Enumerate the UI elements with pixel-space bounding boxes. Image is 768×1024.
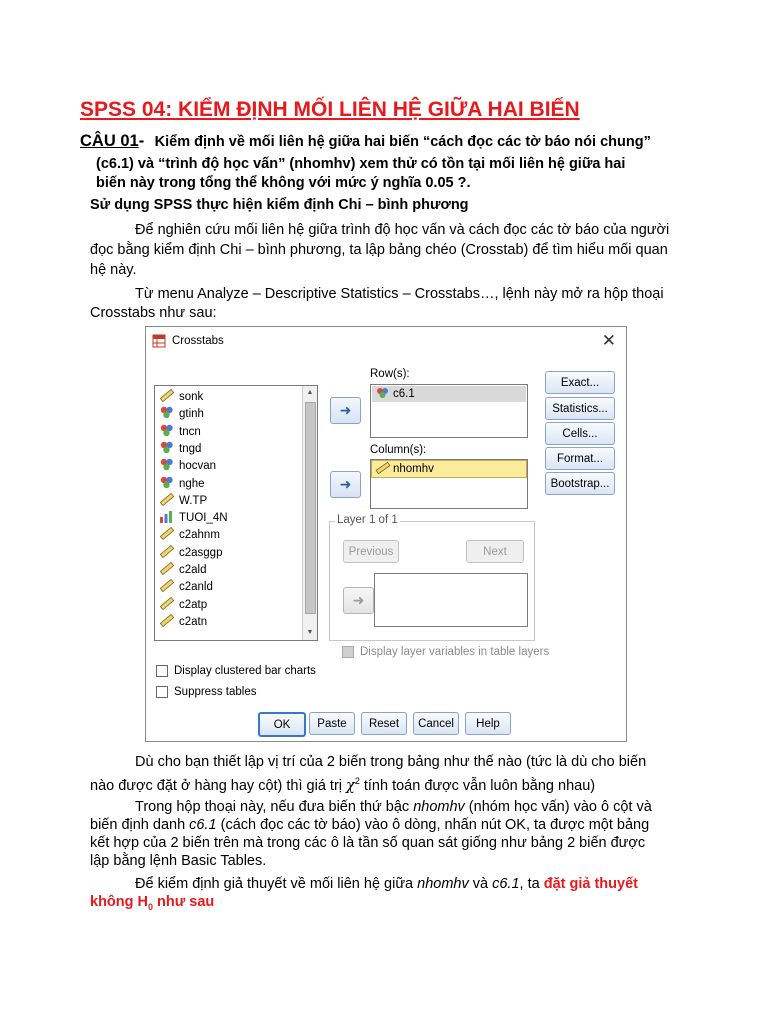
move-to-columns-button[interactable] (330, 471, 361, 498)
move-to-layer-button[interactable] (343, 587, 374, 614)
columns-item-label: nhomhv (393, 463, 434, 475)
checkbox[interactable] (156, 665, 168, 677)
layer-box[interactable] (374, 573, 528, 627)
ruler-icon (159, 389, 175, 402)
para4-line3: kết hợp của 2 biến trên mà trong các ô là tần số quan sát giống như bảng 2 biến được (90, 835, 646, 851)
variable-name: tngd (179, 442, 202, 455)
para4-var-nhomhv: nhomhv (413, 799, 465, 815)
variable-name: nghe (179, 477, 205, 490)
nominal-icon (159, 441, 175, 454)
hypothesis-subscript: 0 (148, 901, 154, 912)
para4-text-d: (cách đọc các tờ báo) vào ô dòng, nhấn nút OK, ta được một bảng (216, 817, 650, 833)
variable-list-item[interactable] (159, 476, 205, 493)
para4-line2 (90, 815, 649, 835)
variable-list-item[interactable] (159, 545, 222, 562)
para4-text-b: (nhóm học vấn) vào ô cột và (464, 799, 652, 815)
para2-line2: Crosstabs như sau: (90, 305, 217, 321)
statistics-button[interactable]: Statistics... (545, 397, 615, 420)
paste-button[interactable]: Paste (309, 712, 355, 735)
variable-name: c2asggp (179, 546, 223, 559)
variable-list-scrollbar[interactable] (302, 386, 317, 640)
ruler-icon (375, 462, 391, 474)
layer-label: Layer 1 of 1 (337, 514, 398, 526)
crosstabs-dialog (145, 326, 627, 742)
nominal-icon (159, 476, 175, 489)
para3-line2 (90, 771, 595, 796)
display-clustered-label: Display clustered bar charts (174, 665, 316, 677)
variable-list-item[interactable] (159, 424, 201, 441)
variable-name: c2atp (179, 598, 208, 611)
variable-list-item[interactable] (159, 441, 201, 458)
para1-line2: đọc bằng kiểm định Chi – bình phương, ta lập bảng chéo (Crosstab) để tìm hiểu mối quan (90, 242, 668, 258)
para1-line3: hệ này. (90, 262, 137, 278)
move-to-rows-button[interactable] (330, 397, 361, 424)
crosstabs-app-icon (152, 334, 166, 348)
para5-text-b: và (468, 876, 493, 892)
reset-button[interactable]: Reset (361, 712, 407, 735)
variable-list-item[interactable] (159, 389, 203, 406)
chi-symbol: χ (346, 777, 355, 794)
para3-text-b: tính toán được vẫn luôn bằng nhau) (359, 777, 596, 794)
exact-button[interactable]: Exact... (545, 371, 615, 394)
para5-text-a: Để kiểm định giả thuyết về mối liên hệ giữa (135, 876, 418, 892)
para5-line2 (90, 892, 214, 917)
para2-line1: Từ menu Analyze – Descriptive Statistics – Crosstabs…, lệnh này mở ra hộp thoại (135, 286, 664, 302)
para5-line1 (135, 874, 638, 894)
variable-list-item[interactable] (159, 597, 207, 614)
ruler-icon (159, 579, 175, 592)
question-text-3: biến này trong tổng thể không với mức ý nghĩa 0.05 ?. (96, 175, 471, 191)
rows-box[interactable] (370, 384, 528, 438)
hypothesis-h: không H (90, 894, 148, 910)
para5-red-text: đặt giả thuyết (543, 876, 638, 892)
ruler-icon (159, 562, 175, 575)
checkbox[interactable] (342, 646, 354, 658)
dialog-titlebar[interactable] (146, 327, 626, 357)
scroll-down-icon[interactable]: ▼ (306, 629, 314, 636)
question-label: CÂU 01 (80, 132, 139, 150)
dialog-title: Crosstabs (172, 335, 224, 347)
ruler-icon (159, 527, 175, 540)
scroll-up-icon[interactable]: ▲ (306, 389, 314, 396)
previous-button[interactable]: Previous (343, 540, 399, 563)
variable-name: sonk (179, 391, 204, 403)
chi-exponent: 2 (354, 776, 360, 786)
arrow-right-icon: ➜ (352, 592, 365, 608)
variable-list-item[interactable] (159, 493, 207, 510)
para5-var-c61: c6.1 (492, 876, 520, 892)
bootstrap-button[interactable]: Bootstrap... (545, 472, 615, 495)
nominal-icon (159, 406, 175, 419)
variable-name: c2anld (179, 581, 213, 594)
variable-name: c2ald (179, 564, 207, 576)
rows-item[interactable] (372, 386, 526, 402)
para4-text-a: Trong hộp thoại này, nếu đưa biến thứ bậc (135, 799, 414, 815)
columns-item[interactable] (371, 460, 527, 478)
nominal-icon (159, 458, 175, 471)
variable-list-item[interactable] (159, 579, 213, 596)
para3-line1: Dù cho bạn thiết lập vị trí của 2 biến trong bảng như thế nào (tức là dù cho biến (135, 754, 647, 770)
rows-item-label: c6.1 (393, 388, 415, 400)
display-clustered-checkbox[interactable] (156, 665, 316, 677)
variable-name: hocvan (179, 460, 217, 473)
variable-list-item[interactable] (159, 406, 204, 423)
display-layer-checkbox[interactable] (342, 646, 549, 658)
para4-line1 (135, 797, 652, 817)
question-text-1: Kiểm định về mối liên hệ giữa hai biến “cách đọc các tờ báo nói chung” (154, 134, 651, 150)
close-icon[interactable]: ✕ (601, 331, 616, 350)
suppress-tables-label: Suppress tables (174, 686, 257, 698)
next-button[interactable]: Next (466, 540, 524, 563)
para4-text-c: biến định danh (90, 817, 190, 833)
cells-button[interactable]: Cells... (545, 422, 615, 445)
para1-line1: Để nghiên cứu mối liên hệ giữa trình độ học vấn và cách đọc các tờ báo của người (135, 222, 670, 238)
para4-var-c61: c6.1 (189, 817, 217, 833)
variable-name: W.TP (179, 494, 208, 507)
rows-label: Row(s): (370, 368, 410, 380)
para4-line4: lập bằng lệnh Basic Tables. (90, 853, 267, 869)
ok-button[interactable]: OK (258, 712, 306, 737)
cancel-button[interactable]: Cancel (413, 712, 459, 735)
variable-list-item[interactable] (159, 562, 207, 579)
variable-name: c2ahnm (179, 529, 220, 542)
help-button[interactable]: Help (465, 712, 511, 735)
nominal-icon (159, 424, 175, 437)
subheading: Sử dụng SPSS thực hiện kiểm định Chi – bình phương (90, 197, 469, 213)
variable-name: tncn (179, 425, 201, 438)
question-text-2: (c6.1) và “trình độ học vấn” (nhomhv) xem thử có tồn tại mối liên hệ giữa hai (96, 156, 626, 172)
suppress-tables-checkbox[interactable] (156, 686, 256, 698)
ruler-icon (159, 545, 175, 558)
arrow-right-icon: ➜ (339, 476, 352, 492)
display-layer-label: Display layer variables in table layers (360, 646, 550, 658)
variable-list-item[interactable] (159, 614, 207, 631)
page-title: SPSS 04: KIỂM ĐỊNH MỐI LIÊN HỆ GIỮA HAI BIẾN (80, 98, 580, 121)
ruler-icon (159, 597, 175, 610)
hypothesis-text: như sau (153, 894, 215, 910)
para5-text-c: , ta (519, 876, 544, 892)
question-line-1 (80, 132, 651, 151)
para5-var-nhomhv: nhomhv (417, 876, 469, 892)
arrow-right-icon: ➜ (339, 402, 352, 418)
checkbox[interactable] (156, 686, 168, 698)
variable-list-item[interactable] (159, 510, 228, 527)
para3-text-a: nào được đặt ở hàng hay cột) thì giá trị (90, 777, 347, 794)
variable-list-item[interactable] (159, 458, 216, 475)
question-dash: - (138, 132, 145, 150)
variable-name: gtinh (179, 408, 204, 421)
format-button[interactable]: Format... (545, 447, 615, 470)
ordinal-icon (159, 510, 175, 523)
scroll-thumb[interactable] (305, 402, 316, 614)
columns-label: Column(s): (370, 444, 427, 456)
variable-name: TUOI_4N (179, 512, 228, 525)
ruler-icon (159, 493, 175, 506)
variable-list-item[interactable] (159, 527, 220, 544)
variable-list[interactable] (154, 385, 318, 641)
ruler-icon (159, 614, 175, 627)
variable-name: c2atn (179, 615, 208, 628)
columns-box[interactable] (370, 459, 528, 509)
nominal-icon (375, 387, 391, 399)
